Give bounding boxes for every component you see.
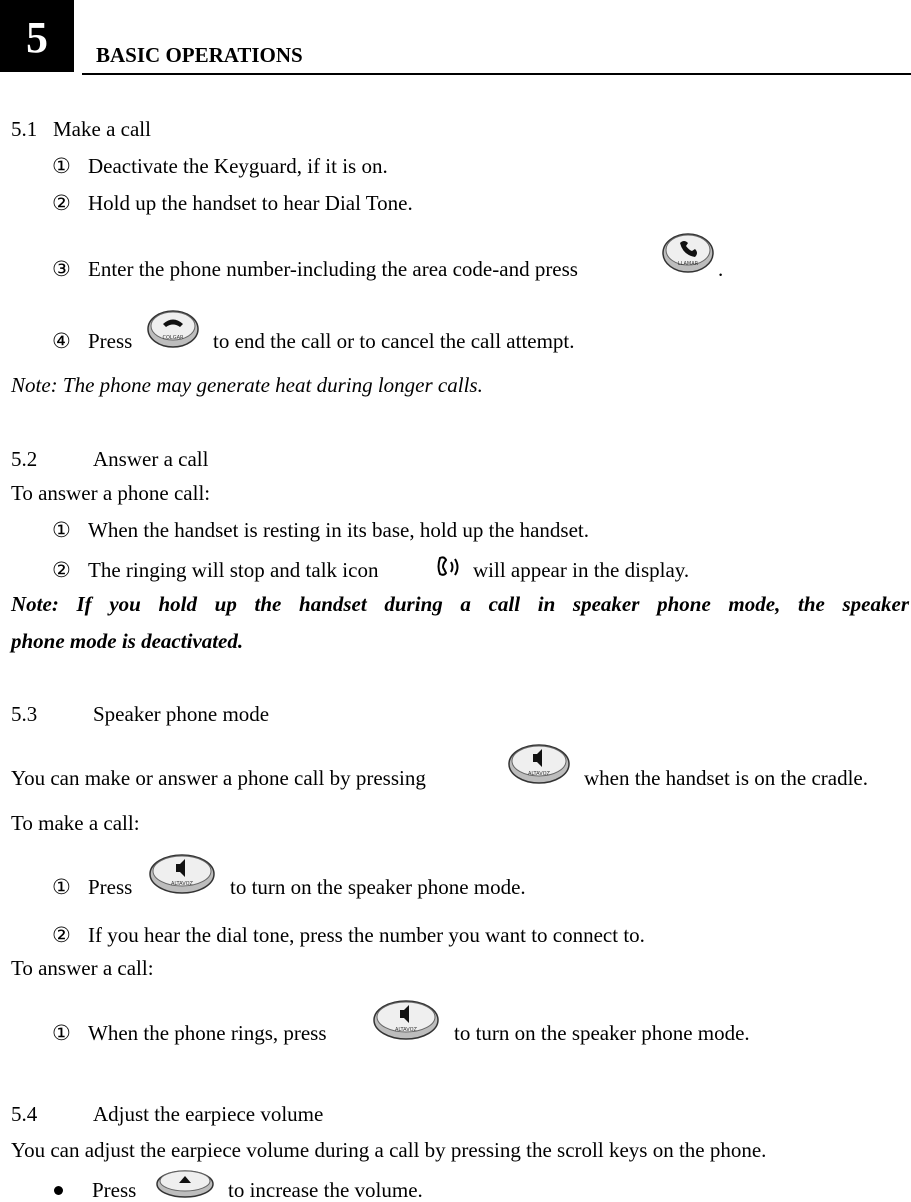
list-item: ① When the phone rings, press bbox=[52, 1021, 327, 1045]
list-item: ① Press bbox=[52, 875, 133, 899]
header-rule bbox=[82, 73, 911, 75]
answer-call-label: To answer a call: bbox=[11, 956, 154, 980]
section-5-3-number: 5.3 bbox=[11, 702, 38, 726]
list-item: ③ Enter the phone number-including the area code-and press bbox=[52, 257, 578, 281]
list-item: ① Deactivate the Keyguard, if it is on. bbox=[52, 154, 388, 178]
bold-note-line1: Note: If you hold up the handset during a call in speaker phone mode, the speaker bbox=[11, 592, 909, 616]
list-item: ① When the handset is resting in its base, hold up the handset. bbox=[52, 518, 589, 542]
period: . bbox=[718, 257, 724, 281]
section-5-2-title: Answer a call bbox=[93, 447, 209, 471]
intro-text: To answer a phone call: bbox=[11, 481, 211, 505]
chapter-title: BASIC OPERATIONS bbox=[96, 43, 303, 67]
call-key-icon bbox=[660, 229, 716, 279]
list-item: ④ Press bbox=[52, 329, 133, 353]
speaker-key-icon bbox=[370, 996, 442, 1046]
bullet-icon bbox=[54, 1186, 63, 1195]
list-item-text: to turn on the speaker phone mode. bbox=[230, 875, 526, 899]
bullet-text-end: to increase the volume. bbox=[228, 1178, 423, 1202]
bold-note-line2: phone mode is deactivated. bbox=[11, 629, 244, 653]
intro-text: You can make or answer a phone call by pressing bbox=[11, 766, 426, 790]
svg-text:COLGAR: COLGAR bbox=[162, 335, 184, 341]
svg-text:ALTAVOZ: ALTAVOZ bbox=[395, 1027, 417, 1033]
make-call-label: To make a call: bbox=[11, 811, 140, 835]
svg-text:LLAMAR: LLAMAR bbox=[677, 261, 699, 267]
svg-text:ALTAVOZ: ALTAVOZ bbox=[528, 771, 550, 777]
section-5-2-number: 5.2 bbox=[11, 447, 38, 471]
bullet-text: Press bbox=[92, 1178, 137, 1202]
list-item: ② If you hear the dial tone, press the number you want to connect to. bbox=[52, 923, 645, 947]
list-item-text: to turn on the speaker phone mode. bbox=[454, 1021, 750, 1045]
section-5-4-title: Adjust the earpiece volume bbox=[93, 1102, 324, 1126]
chapter-number: 5 bbox=[0, 0, 74, 72]
speaker-key-icon bbox=[146, 850, 218, 900]
intro-text-end: when the handset is on the cradle. bbox=[584, 766, 868, 790]
section-5-1-heading: 5.1 Make a call bbox=[11, 117, 151, 141]
talk-icon bbox=[434, 555, 464, 583]
svg-text:ALTAVOZ: ALTAVOZ bbox=[171, 881, 193, 887]
list-item: ② Hold up the handset to hear Dial Tone. bbox=[52, 191, 413, 215]
end-key-icon bbox=[145, 306, 201, 354]
speaker-key-icon bbox=[506, 740, 572, 790]
note: Note: The phone may generate heat during longer calls. bbox=[11, 373, 483, 397]
list-item-text: to end the call or to cancel the call attempt. bbox=[213, 329, 575, 353]
intro-text: You can adjust the earpiece volume during a call by pressing the scroll keys on the phone. bbox=[11, 1138, 767, 1162]
section-5-3-title: Speaker phone mode bbox=[93, 702, 270, 726]
scroll-up-key-icon bbox=[154, 1167, 216, 1202]
list-item-text: will appear in the display. bbox=[473, 558, 690, 582]
list-item: ② The ringing will stop and talk icon bbox=[52, 558, 379, 582]
section-5-4-number: 5.4 bbox=[11, 1102, 38, 1126]
